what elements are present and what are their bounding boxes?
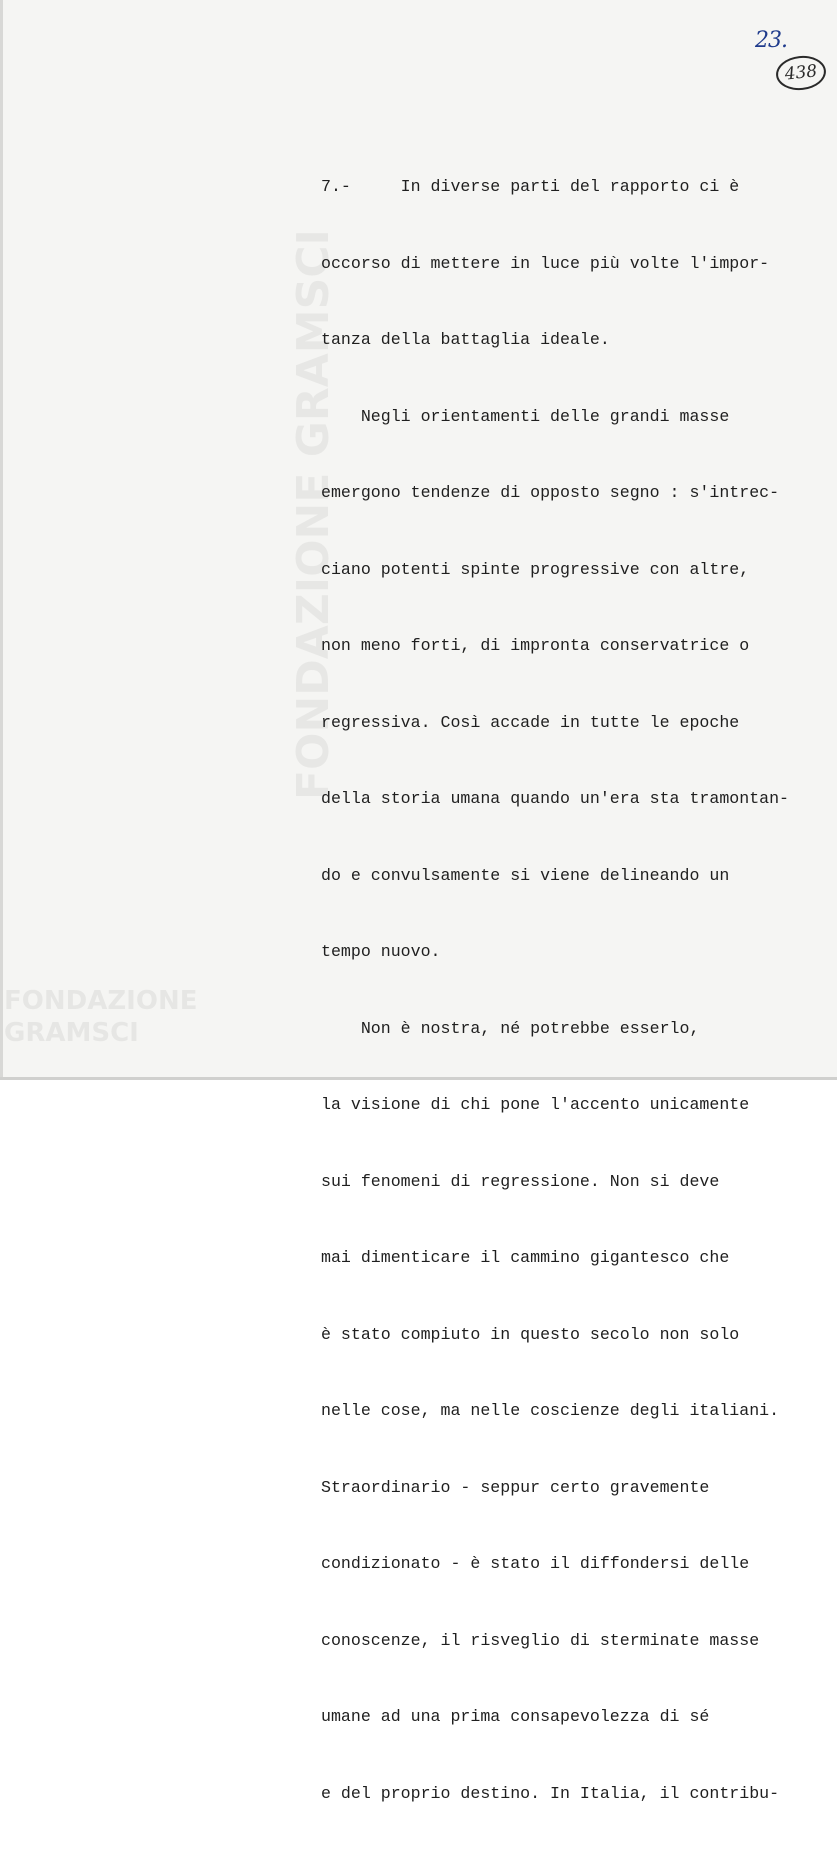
text-line: sui fenomeni di regressione. Non si deve [321,1171,720,1191]
text-line: Negli orientamenti delle grandi masse [321,406,730,426]
text-line: conoscenze, il risveglio di sterminate masse [321,1630,760,1650]
text-line: non meno forti, di impronta conservatrice o [321,636,750,655]
text-line: la visione di chi pone l'accento unicamente [321,1095,750,1114]
text-line: tanza della battaglia ideale. [321,330,610,349]
text-line: regressiva. Così accade in tutte le epoche [321,712,740,732]
text-line: umane ad una prima consapevolezza di sé [321,1707,710,1726]
text-line: Non è nostra, né potrebbe esserlo, [321,1018,700,1038]
text-line: Straordinario - seppur certo gravemente [321,1477,710,1497]
text-line: 7.- In diverse parti del rapporto ci è [321,177,740,196]
corner-watermark: FONDAZIONE GRAMSCI [4,986,198,1048]
typewritten-text [321,138,789,1859]
text-line: condizionato - è stato il diffondersi delle [321,1554,750,1573]
text-line: nelle cose, ma nelle coscienze degli italiani. [321,1401,780,1420]
text-line: emergono tendenze di opposto segno : s'intrec- [321,483,780,502]
circled-archive-number: 438 [774,53,827,92]
text-line: e del proprio destino. In Italia, il contribu- [321,1783,780,1803]
text-line: ciano potenti spinte progressive con altre, [321,559,750,579]
text-line: tempo nuovo. [321,942,441,961]
handwritten-page-number: 23. [755,28,787,53]
text-line: della storia umana quando un'era sta tramontan- [321,789,790,808]
page-edge-left [0,0,3,1080]
text-line: è stato compiuto in questo secolo non solo [321,1324,740,1344]
archive-watermark: FONDAZIONE GRAMSCI [288,229,339,800]
text-line: do e convulsamente si viene delineando un [321,865,730,885]
text-line: occorso di mettere in luce più volte l'impor- [321,253,770,273]
text-line: mai dimenticare il cammino gigantesco che [321,1248,730,1267]
